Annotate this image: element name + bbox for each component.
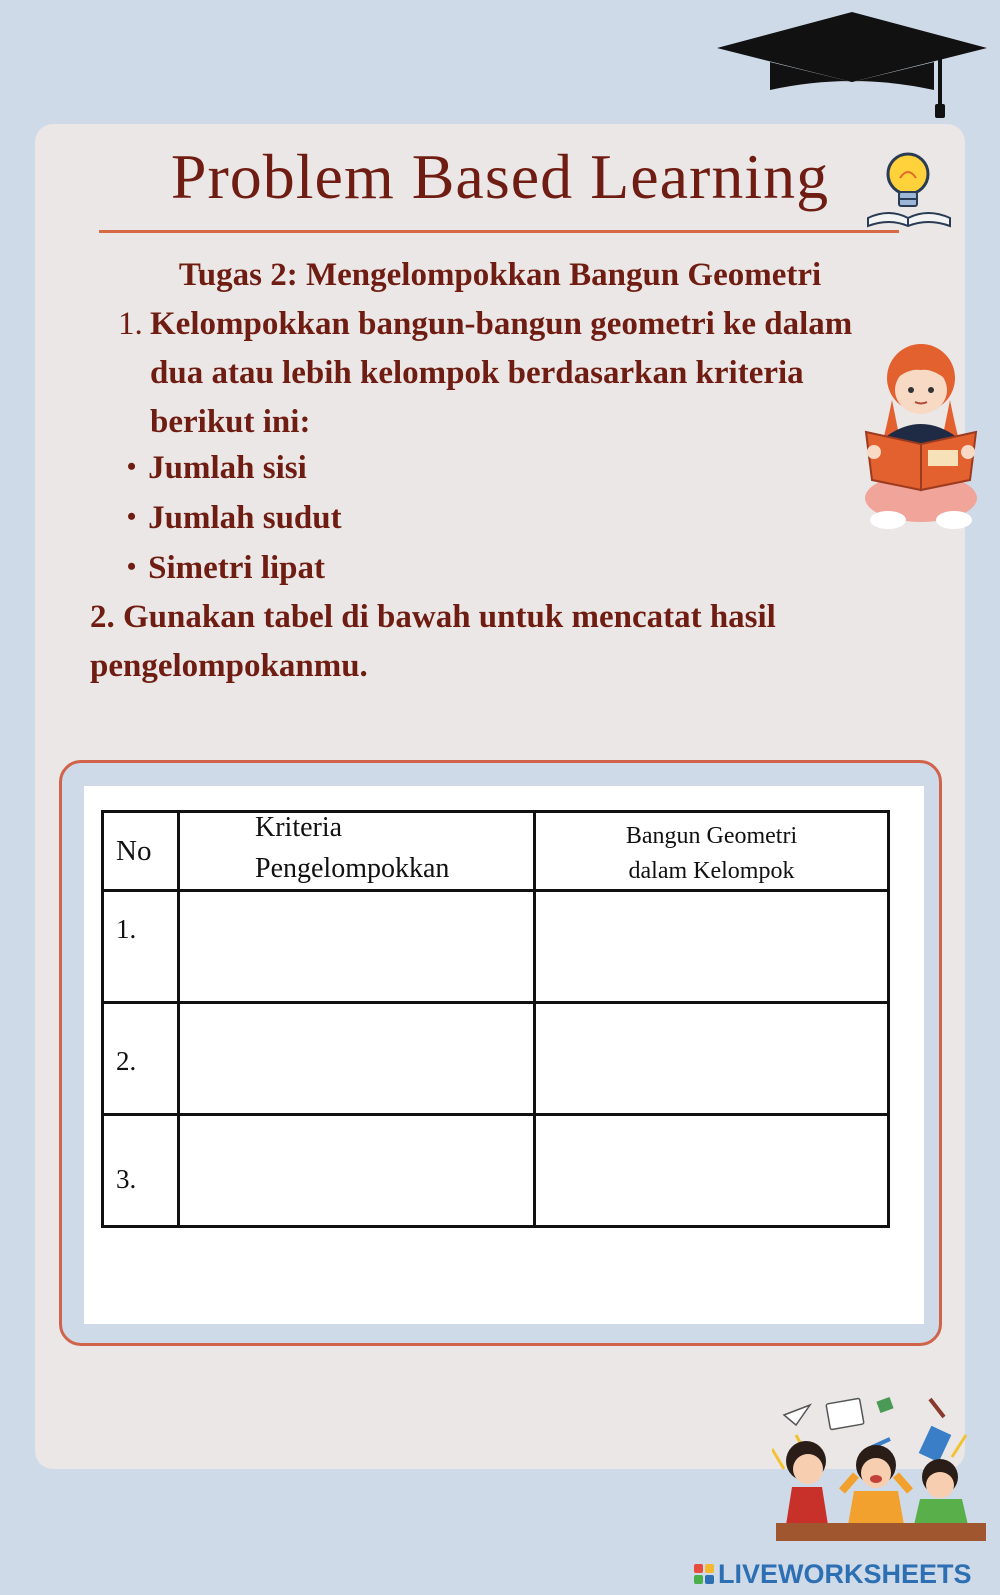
header-criteria: [179, 812, 535, 891]
row-number: 2.: [103, 1003, 179, 1115]
shapes-cell[interactable]: [535, 1003, 889, 1115]
page-title: Problem Based Learning: [170, 141, 830, 212]
shapes-cell[interactable]: [535, 891, 889, 1003]
table-header-row: [103, 812, 889, 891]
instruction-2: 2. Gunakan tabel di bawah untuk mencatat hasil pengelompokanmu.: [90, 599, 776, 684]
table-row: [103, 1115, 889, 1227]
header-shapes: [535, 812, 889, 891]
liveworksheets-logo: [694, 1557, 994, 1591]
criteria-cell[interactable]: [179, 891, 535, 1003]
header-shapes-line2: dalam Kelompok: [628, 858, 795, 884]
shapes-cell[interactable]: [535, 1115, 889, 1227]
header-criteria-line2: Pengelompokkan: [255, 853, 450, 884]
instruction-1-number: 1.: [118, 306, 143, 342]
girl-reading-illustration: [862, 340, 980, 538]
lightbulb-book-icon: [864, 148, 954, 233]
row-number: 1.: [103, 891, 179, 1003]
brand-mark-icon: [694, 1564, 714, 1584]
criteria-cell[interactable]: [179, 1003, 535, 1115]
table-row: [103, 1003, 889, 1115]
graduation-cap-icon: [712, 10, 992, 125]
brand-name: LIVEWORKSHEETS: [718, 1558, 972, 1589]
criteria-item: • Simetri lipat: [127, 544, 342, 594]
header-criteria-line1: Kriteria: [255, 812, 343, 843]
criteria-item: • Jumlah sisi: [127, 444, 342, 494]
instruction-1: [118, 300, 878, 447]
row-number: 3.: [103, 1115, 179, 1227]
table-row: [103, 891, 889, 1003]
header-shapes-line1: Bangun Geometri: [625, 823, 798, 849]
instruction-1-text: Kelompokkan bangun-bangun geometri ke dalam dua atau lebih kelompok berdasarkan kriteria berikut ini:: [150, 306, 853, 440]
criteria-item: • Jumlah sudut: [127, 494, 342, 544]
criteria-list: [127, 444, 342, 594]
title-underline: [99, 230, 899, 233]
grouping-table: [101, 810, 890, 1228]
kids-studying-illustration: [772, 1395, 990, 1543]
header-no: No: [103, 812, 179, 891]
task-title: Tugas 2: Mengelompokkan Bangun Geometri: [178, 257, 822, 293]
criteria-cell[interactable]: [179, 1115, 535, 1227]
